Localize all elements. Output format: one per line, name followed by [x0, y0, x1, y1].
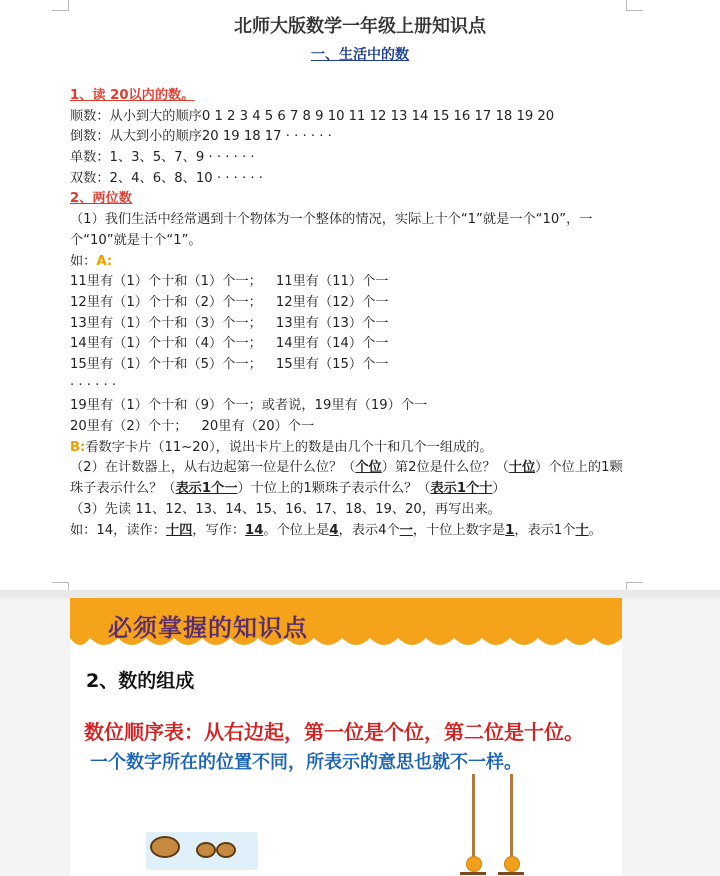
- answer-tens-digit: 1: [505, 522, 515, 538]
- example-b-line: [70, 438, 630, 459]
- abacus-base: [460, 872, 486, 875]
- abacus-bead-ones: [504, 856, 520, 872]
- daoshu-line: 倒数：从大到小的顺序20 19 18 17 · · · · · ·: [70, 129, 332, 145]
- answer-ones-meaning: 一: [399, 522, 413, 538]
- danshu-line: 单数：1、3、5、7、9 · · · · · ·: [70, 150, 255, 166]
- answer-ones-digit: 4: [329, 522, 339, 538]
- answer-tens-meaning: 十: [575, 522, 589, 538]
- cookie-icon: [216, 842, 236, 858]
- label-a: A:: [96, 253, 113, 269]
- paragraph-2: [70, 458, 630, 499]
- row-20-right: 20里有（20）个一: [201, 419, 315, 435]
- row-20-left: 20里有（2）个十；: [70, 419, 188, 435]
- ru-label: 如：: [70, 253, 97, 269]
- answer-one-unit: 表示1个一: [175, 481, 238, 497]
- slide-heading: 必须掌握的知识点: [108, 613, 308, 642]
- slide-blue-line: 一个数字所在的位置不同，所表示的意思也就不一样。: [90, 752, 522, 773]
- composition-row-left: 12里有（1）个十和（2）个一；: [70, 294, 262, 310]
- example-14: [70, 521, 630, 542]
- ex-text: ，表示1个: [514, 522, 576, 538]
- abacus-bead-tens: [466, 856, 482, 872]
- composition-row-left: 11里有（1）个十和（1）个一；: [70, 274, 262, 290]
- slide-image: [70, 598, 622, 876]
- ellipsis-line: · · · · · ·: [70, 377, 117, 393]
- abacus-rod-ones: [510, 774, 513, 860]
- abacus-base: [498, 872, 524, 875]
- answer-ones-place: 个位: [355, 460, 382, 476]
- composition-row-right: 13里有（13）个一: [275, 315, 389, 331]
- composition-row: [70, 355, 630, 376]
- composition-row-left: 14里有（1）个十和（4）个一；: [70, 336, 262, 352]
- document-title: 北师大版数学一年级上册知识点: [234, 16, 486, 37]
- ex-text: 。: [588, 522, 602, 538]
- ex-text: ，表示4个: [338, 522, 400, 538]
- slide-subheading: 2、数的组成: [86, 670, 195, 692]
- paragraph-1: （1）我们生活中经常遇到十个物体为一个整体的情况，实际上十个“1”就是一个“10”，一个“10”就是十个“1”。: [70, 212, 593, 248]
- composition-row-left: 13里有（1）个十和（3）个一；: [70, 315, 262, 331]
- example-b-text: 看数字卡片（11~20），说出卡片上的数是由几个十和几个一组成的。: [85, 439, 493, 455]
- page-corner-mark: [52, 0, 69, 11]
- section-title: 一、生活中的数: [311, 47, 409, 63]
- shunshu-line: 顺数：从小到大的顺序0 1 2 3 4 5 6 7 8 9 10 11 12 13 14 15 16 17 18 19 20: [70, 108, 555, 124]
- page-separator: [0, 590, 720, 598]
- cookie-icon: [196, 842, 216, 858]
- composition-row-right: 14里有（14）个一: [275, 336, 389, 352]
- composition-row-left: 15里有（1）个十和（5）个一；: [70, 356, 262, 372]
- bead-card: [146, 832, 258, 870]
- example-a-label-line: [70, 252, 630, 273]
- answer-tens-place: 十位: [508, 460, 536, 476]
- shuangshu-line: 双数：2、4、6、8、10 · · · · · ·: [70, 170, 263, 186]
- composition-row-right: 11里有（11）个一: [275, 274, 389, 290]
- cookie-icon: [150, 836, 180, 858]
- ex-text: ，十位上数字是: [412, 522, 506, 538]
- composition-row: [70, 314, 630, 335]
- row-20: [70, 417, 630, 438]
- abacus-rod-tens: [472, 774, 475, 860]
- composition-row-right: 15里有（15）个一: [275, 356, 389, 372]
- composition-rows: [70, 272, 630, 375]
- answer-one-ten: 表示1个十: [430, 481, 493, 497]
- heading-two-digit: 2、两位数: [70, 191, 132, 207]
- p2-text: ）十位上的1颗珠子表示什么？（: [237, 481, 431, 497]
- composition-row: [70, 272, 630, 293]
- slide-red-line: 数位顺序表：从右边起，第一位是个位，第二位是十位。: [84, 720, 584, 744]
- composition-row-right: 12里有（12）个一: [275, 294, 389, 310]
- ex-text: 如：14，读作：: [70, 522, 166, 538]
- page-corner-mark: [626, 0, 643, 11]
- composition-row: [70, 293, 630, 314]
- ex-text: 。个位上是: [263, 522, 330, 538]
- ex-text: ，写作：: [192, 522, 246, 538]
- answer-write-as: 14: [245, 522, 264, 538]
- document-body: [70, 86, 630, 541]
- composition-row: [70, 334, 630, 355]
- p2-text: ）: [492, 481, 506, 497]
- p2-text: （2）在计数器上，从右边起第一位是什么位？（: [70, 460, 356, 476]
- paragraph-3: （3）先读 11、12、13、14、15、16、17、18、19、20，再写出来。: [70, 501, 501, 517]
- label-b: B:: [70, 439, 86, 455]
- answer-read-as: 十四: [165, 522, 193, 538]
- heading-read-numbers: 1、读 20以内的数。: [70, 88, 195, 103]
- p2-text: ）个位上的1颗珠子表示什么？（: [70, 460, 623, 497]
- p2-text: ）第2位是什么位？（: [381, 460, 509, 476]
- row-19: 19里有（1）个十和（9）个一；或者说，19里有（19）个一: [70, 398, 428, 414]
